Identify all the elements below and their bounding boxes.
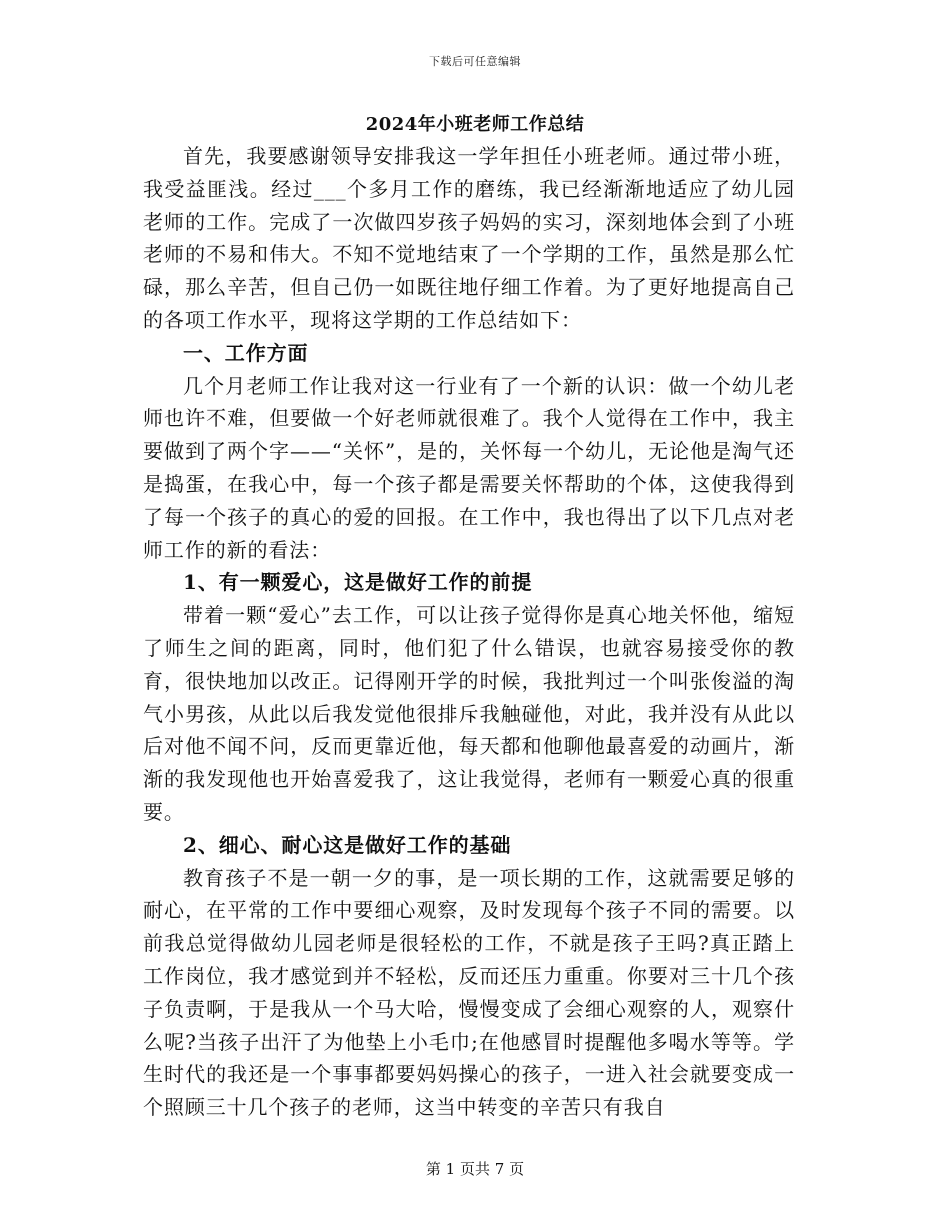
section-heading-work: 一、工作方面	[183, 340, 309, 365]
paragraph-work: 几个月老师工作让我对这一行业有了一个新的认识：做一个幼儿老师也许不难，但要做一个好老师就很难了。我个人觉得在工作中，我主要做到了两个字——“关怀”，是的，关怀每一个幼儿，无论他是淘气还是捣蛋，在我心中，每一个孩子都是需要关怀帮助的个体，这使我得到了每一个孩子的真心的爱的回报。在工作中，我也得出了以下几点对老师工作的新的看法：	[143, 373, 795, 562]
page-header-note: 下载后可任意编辑	[429, 55, 521, 68]
document-body	[143, 140, 795, 1124]
document-title: 2024年小班老师工作总结	[365, 114, 585, 135]
page-number-footer: 第 1 页共 7 页	[425, 1160, 525, 1178]
subheading-love: 1、有一颗爱心，这是做好工作的前提	[183, 570, 533, 595]
paragraph-patience: 教育孩子不是一朝一夕的事，是一项长期的工作，这就需要足够的耐心，在平常的工作中要细心观察，及时发现每个孩子不同的需要。以前我总觉得做幼儿园老师是很轻松的工作，不就是孩子王吗?真正踏上工作岗位，我才感觉到并不轻松，反而还压力重重。你要对三十几个孩子负责啊，于是我从一个马大哈，慢慢变成了会细心观察的人，观察什么呢?当孩子出汗了为他垫上小毛巾;在他感冒时提醒他多喝水等等。学生时代的我还是一个事事都要妈妈操心的孩子，一进入社会就要变成一个照顾三十几个孩子的老师，这当中转变的辛苦只有我自	[143, 865, 795, 1120]
subheading-patience: 2、细心、耐心这是做好工作的基础	[183, 832, 512, 857]
paragraph-love: 带着一颗“爱心”去工作，可以让孩子觉得你是真心地关怀他，缩短了师生之间的距离，同时，他们犯了什么错误，也就容易接受你的教育，很快地加以改正。记得刚开学的时候，我批判过一个叫张俊溢的淘气小男孩，从此以后我发觉他很排斥我触碰他，对此，我并没有从此以后对他不闻不问，反而更靠近他，每天都和他聊他最喜爱的动画片，渐渐的我发现他也开始喜爱我了，这让我觉得，老师有一颗爱心真的很重要。	[143, 603, 795, 824]
paragraph-intro: 首先，我要感谢领导安排我这一学年担任小班老师。通过带小班，我受益匪浅。经过___个多月工作的磨练，我已经渐渐地适应了幼儿园老师的工作。完成了一次做四岁孩子妈妈的实习，深刻地体会到了小班老师的不易和伟大。不知不觉地结束了一个学期的工作，虽然是那么忙碌，那么辛苦，但自己仍一如既往地仔细工作着。为了更好地提高自己的各项工作水平，现将这学期的工作总结如下：	[143, 144, 795, 332]
